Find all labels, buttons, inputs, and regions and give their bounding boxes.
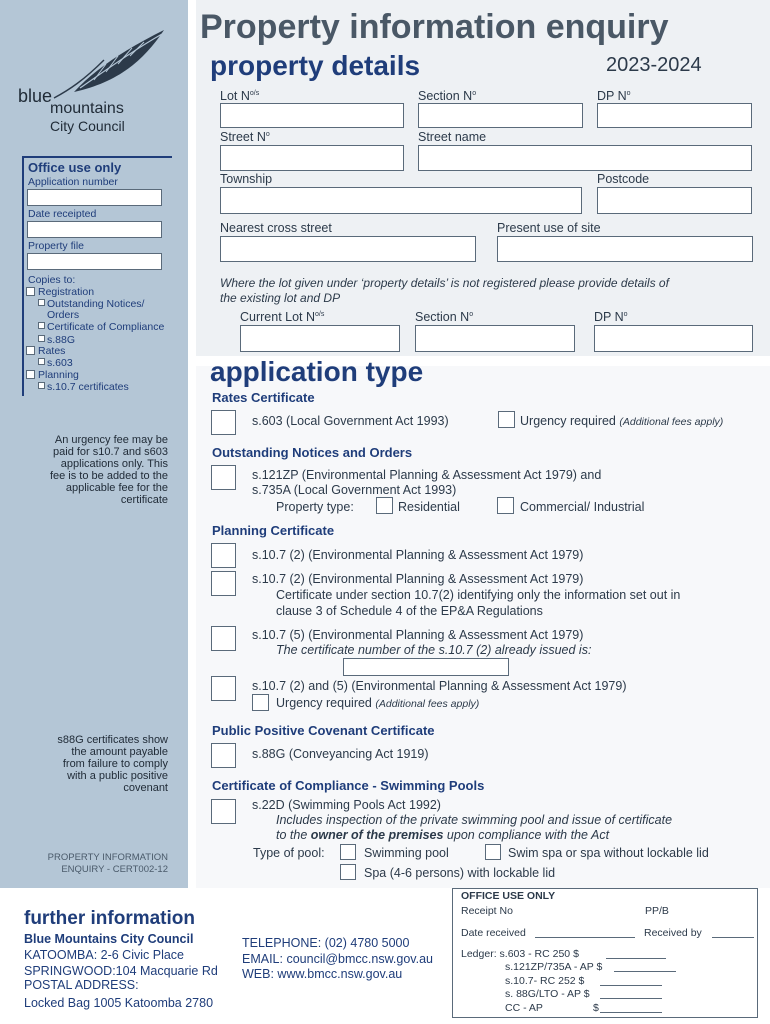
dp-number-field[interactable]: [597, 103, 752, 128]
street-name-label: Street name: [418, 130, 487, 144]
residential-label: Residential: [398, 500, 460, 514]
urgency-note-line: paid for s10.7 and s603: [53, 446, 168, 458]
s88g-note-line: the amount payable: [71, 746, 168, 758]
rates-checkbox[interactable]: [26, 346, 35, 355]
katoomba-address: KATOOMBA: 2-6 Civic Place: [24, 948, 184, 962]
rates-label: Rates: [38, 345, 66, 357]
s88g-side-checkbox[interactable]: [38, 335, 45, 342]
s603-side-checkbox[interactable]: [38, 358, 45, 365]
form-code-line: PROPERTY INFORMATION: [47, 852, 168, 863]
office-use-title: Office use only: [28, 160, 122, 175]
received-by-label: Received by: [644, 927, 702, 939]
planning-p4-urgency-label: Urgency required (Additional fees apply): [276, 696, 480, 710]
s88g-note-line: covenant: [123, 782, 168, 794]
township-field[interactable]: [220, 187, 582, 214]
planning-p4-urgency-checkbox[interactable]: [252, 694, 269, 711]
postal-address-label: POSTAL ADDRESS:: [24, 978, 139, 992]
planning-p2-desc-2: clause 3 of Schedule 4 of the EP&A Regulations: [276, 604, 543, 618]
planning-cert-heading: Planning Certificate: [212, 523, 335, 538]
s603-checkbox[interactable]: [211, 410, 236, 435]
telephone: TELEPHONE: (02) 4780 5000: [242, 936, 410, 950]
s22d-desc-1: Includes inspection of the private swimming pool and issue of certificate: [276, 813, 673, 827]
date-received-line[interactable]: [535, 937, 635, 938]
web-link[interactable]: WEB: www.bmcc.nsw.gov.au: [242, 967, 403, 981]
street-name-field[interactable]: [418, 145, 752, 171]
planning-p4-checkbox[interactable]: [211, 676, 236, 701]
s88g-side-label: s.88G: [47, 334, 76, 346]
planning-p3-label: s.10.7 (5) (Environmental Planning & Assessment Act 1979): [252, 628, 584, 642]
urgency-note-line: fee is to be added to the: [49, 470, 168, 482]
further-info-heading: further information: [24, 908, 195, 929]
current-dp-field[interactable]: [594, 325, 753, 352]
planning-checkbox[interactable]: [26, 370, 35, 379]
ledger-cc-line[interactable]: [600, 1012, 662, 1013]
urgency-note: [18, 434, 168, 506]
planning-p2-label: s.10.7 (2) (Environmental Planning & Assessment Act 1979): [252, 572, 584, 586]
planning-p1-checkbox[interactable]: [211, 543, 236, 568]
township-label: Township: [220, 172, 273, 186]
present-use-field[interactable]: [497, 236, 753, 262]
planning-p4-label: s.10.7 (2) and (5) (Environmental Planning & Assessment Act 1979): [252, 679, 627, 693]
ledger-s603-line[interactable]: [606, 958, 666, 959]
s603-urgency-checkbox[interactable]: [498, 411, 515, 428]
planning-p2-checkbox[interactable]: [211, 571, 236, 596]
ledger-cc: CC - AP: [505, 1002, 543, 1014]
street-number-field[interactable]: [220, 145, 404, 171]
email-link[interactable]: EMAIL: council@bmcc.nsw.gov.au: [242, 952, 434, 966]
swimming-pool-checkbox[interactable]: [340, 844, 356, 860]
planning-p1-label: s.10.7 (2) (Environmental Planning & Assessment Act 1979): [252, 548, 584, 562]
property-file-field[interactable]: [27, 253, 162, 270]
s22d-desc-2: to the owner of the premises upon compliance with the Act: [276, 828, 610, 842]
pool-type-label: Type of pool:: [253, 846, 325, 860]
property-details-heading: property details: [210, 50, 421, 81]
ledger-s107-line[interactable]: [600, 985, 662, 986]
commercial-label: Commercial/ Industrial: [520, 500, 645, 514]
notices-line-1: s.121ZP (Environmental Planning & Assessment Act 1979) and: [252, 468, 602, 482]
dp-label: DP $N^o$: [597, 89, 631, 103]
swim-spa-checkbox[interactable]: [485, 844, 501, 860]
ledger-s88g: s. 88G/LTO - AP $: [505, 988, 590, 1000]
council-name: Blue Mountains City Council: [24, 932, 194, 946]
notices-line-2: s.735A (Local Government Act 1993): [252, 483, 457, 497]
application-number-field[interactable]: [27, 189, 162, 206]
office-box-title: OFFICE USE ONLY: [461, 890, 556, 902]
ledger-s603: Ledger: s.603 - RC 250 $: [461, 948, 579, 960]
planning-label: Planning: [38, 369, 79, 381]
property-type-label: Property type:: [276, 500, 354, 514]
ledger-cc-sign: $: [593, 1002, 599, 1014]
commercial-checkbox[interactable]: [497, 497, 514, 514]
date-received-label: Date received: [461, 927, 526, 939]
dp2-label: DP $N^o$: [594, 310, 628, 324]
covenant-heading: Public Positive Covenant Certificate: [212, 723, 435, 738]
section-number-field[interactable]: [418, 103, 583, 128]
s88g-checkbox[interactable]: [211, 743, 236, 768]
lot-number-field[interactable]: [220, 103, 404, 128]
logo-city-council: City Council: [50, 118, 125, 134]
planning-p3-checkbox[interactable]: [211, 626, 236, 651]
ppb-label: PP/B: [645, 905, 669, 917]
cross-street-label: Nearest cross street: [220, 221, 332, 235]
postcode-field[interactable]: [597, 187, 752, 214]
s22d-label: s.22D (Swimming Pools Act 1992): [252, 798, 441, 812]
orders-label: Orders: [47, 309, 80, 321]
logo-blue: blue: [18, 86, 53, 106]
lot-label: Lot $N^{o/s}$: [220, 89, 260, 103]
year-label: 2023-2024: [606, 54, 702, 76]
received-by-line[interactable]: [712, 937, 754, 938]
section2-label: Section $N^o$: [415, 310, 474, 324]
urgency-note-line: An urgency fee may be: [54, 434, 168, 446]
notices-heading: Outstanding Notices and Orders: [212, 445, 413, 460]
planning-p3-desc: The certificate number of the s.10.7 (2) already issued is:: [276, 643, 592, 657]
form-code-line: ENQUIRY - CERT002-12: [61, 864, 168, 875]
locked-bag: Locked Bag 1005 Katoomba 2780: [24, 996, 214, 1010]
ledger-s107: s.10.7- RC 252 $: [505, 975, 585, 987]
notices-checkbox[interactable]: [211, 465, 236, 490]
s88g-note-line: s88G certificates show: [57, 734, 168, 746]
unregistered-lot-note-2: the existing lot and DP: [220, 291, 341, 305]
s107-side-label: s.10.7 certificates: [47, 381, 129, 393]
section-label: Section $N^o$: [418, 89, 477, 103]
s88g-label: s.88G (Conveyancing Act 1919): [252, 747, 429, 761]
pools-heading: Certificate of Compliance - Swimming Pools: [212, 778, 485, 793]
date-receipted-field[interactable]: [27, 221, 162, 238]
logo-mountains: mountains: [50, 100, 124, 117]
outstanding-notices-label: Outstanding Notices/: [47, 298, 145, 310]
current-section-field[interactable]: [415, 325, 575, 352]
rates-cert-heading: Rates Certificate: [212, 390, 315, 405]
springwood-address: SPRINGWOOD:104 Macquarie Rd: [24, 964, 218, 978]
s88g-note-line: from failure to comply: [62, 758, 168, 770]
receipt-label: Receipt No: [461, 905, 513, 917]
swimming-pool-label: Swimming pool: [364, 846, 449, 860]
cross-street-field[interactable]: [220, 236, 476, 262]
street-no-label: Street $N^o$: [220, 130, 270, 144]
current-lot-label: Current Lot $N^{o/s}$: [240, 310, 325, 324]
present-use-label: Present use of site: [497, 221, 601, 235]
outstanding-notices-checkbox[interactable]: [38, 299, 45, 306]
date-receipted-label: Date receipted: [28, 208, 97, 220]
s88g-note: [18, 734, 168, 794]
s603-label: s.603 (Local Government Act 1993): [252, 414, 449, 428]
urgency-note-line: certificate: [120, 494, 168, 506]
registration-checkbox[interactable]: [26, 287, 35, 296]
urgency-note-line: applicable fee for the: [65, 482, 168, 494]
cert-compliance-label: Certificate of Compliance: [47, 321, 165, 333]
s107-side-checkbox[interactable]: [38, 382, 45, 389]
residential-checkbox[interactable]: [376, 497, 393, 514]
current-lot-field[interactable]: [240, 325, 400, 352]
swim-spa-label: Swim spa or spa without lockable lid: [508, 846, 709, 860]
ledger-s88g-line[interactable]: [600, 998, 662, 999]
application-type-heading: application type: [210, 356, 424, 387]
spa-small-checkbox[interactable]: [340, 864, 356, 880]
spa-small-label: Spa (4-6 persons) with lockable lid: [364, 866, 556, 880]
s22d-checkbox[interactable]: [211, 799, 236, 824]
postcode-label: Postcode: [597, 172, 650, 186]
ledger-s121: s.121ZP/735A - AP $: [505, 961, 603, 973]
property-file-label: Property file: [28, 240, 85, 252]
application-number-label: Application number: [28, 176, 118, 188]
ledger-s121-line[interactable]: [614, 971, 676, 972]
form-code: [18, 852, 168, 876]
cert-compliance-checkbox[interactable]: [38, 322, 45, 329]
page-title: Property information enquiry: [200, 8, 669, 46]
unregistered-lot-note: Where the lot given under ‘property details’ is not registered please provide details of: [220, 276, 669, 290]
certificate-number-field[interactable]: [343, 658, 509, 676]
s603-urgency-label: Urgency required (Additional fees apply): [520, 414, 724, 428]
urgency-note-line: applications only. This: [60, 458, 168, 470]
s603-side-label: s.603: [47, 357, 73, 369]
s88g-note-line: with a public positive: [67, 770, 168, 782]
planning-p2-desc-1: Certificate under section 10.7(2) identifying only the information set out in: [276, 588, 681, 602]
copies-to-label: Copies to:: [28, 274, 76, 286]
registration-label: Registration: [38, 286, 95, 298]
